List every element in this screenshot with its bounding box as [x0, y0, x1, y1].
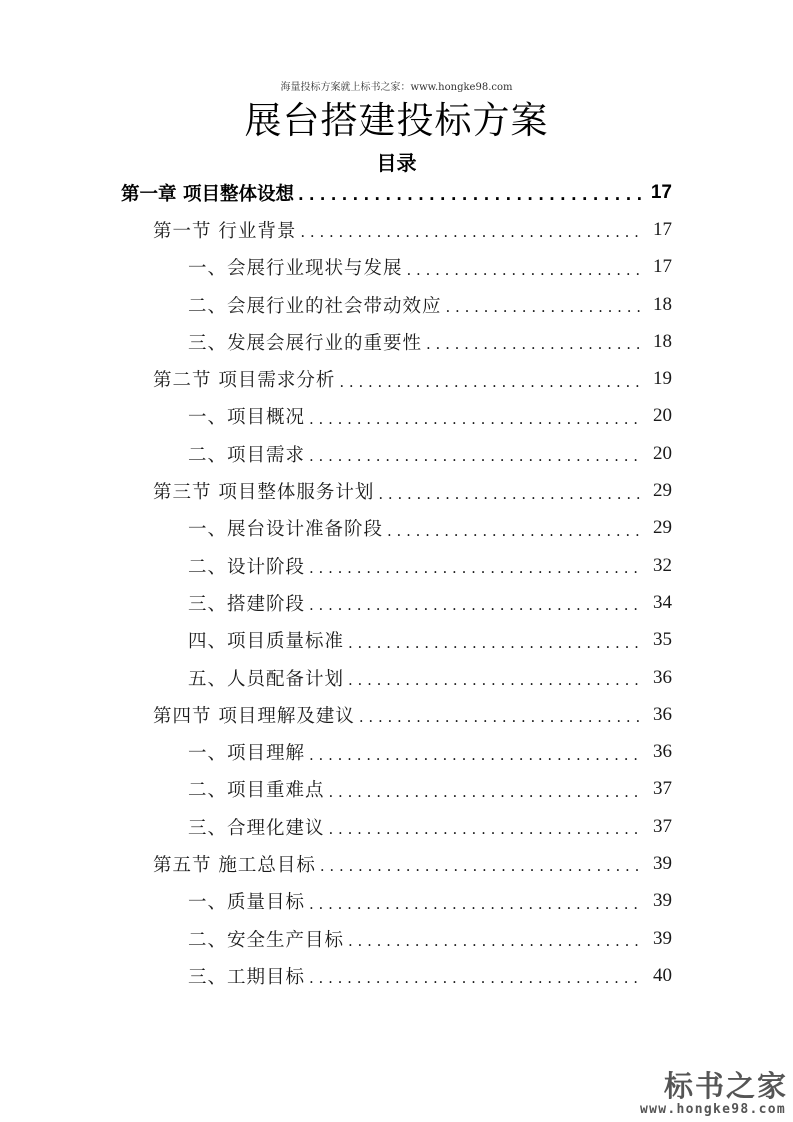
toc-entry-page-number: 19	[653, 368, 672, 390]
toc-entry[interactable]	[0, 622, 793, 659]
toc-entry[interactable]	[0, 323, 793, 360]
toc-entry-page-number: 18	[653, 330, 672, 352]
toc-entry[interactable]	[0, 696, 793, 733]
toc-entry[interactable]	[0, 883, 793, 920]
toc-entry[interactable]	[0, 845, 793, 882]
toc-dot-leader	[320, 859, 642, 874]
toc-entry-page-number: 37	[653, 778, 672, 800]
toc-entry-page-number: 17	[653, 218, 672, 240]
toc-dot-leader	[407, 263, 642, 278]
toc-entry[interactable]	[0, 584, 793, 621]
toc-entry-title: 一、项目概况	[188, 407, 306, 429]
toc-dot-leader	[339, 375, 642, 390]
brand-watermark-url: www.hongke98.com	[640, 1102, 787, 1117]
toc-entry-title: 二、项目重难点	[188, 780, 325, 802]
toc-entry[interactable]	[0, 211, 793, 248]
toc-dot-leader	[300, 225, 642, 240]
toc-dot-leader	[309, 598, 642, 613]
toc-entry-page-number: 39	[653, 927, 672, 949]
document-title: 展台搭建投标方案	[244, 99, 549, 142]
toc-entry-page-number: 29	[653, 480, 672, 502]
toc-entry-title: 第一章 项目整体设想	[121, 183, 294, 205]
table-of-contents	[0, 174, 793, 995]
toc-entry[interactable]	[0, 957, 793, 994]
toc-entry-page-number: 17	[653, 256, 672, 278]
toc-entry-title: 一、项目理解	[188, 743, 306, 765]
toc-entry-page-number: 32	[653, 554, 672, 576]
toc-heading: 目录	[376, 151, 417, 175]
toc-entry-page-number: 37	[653, 815, 672, 837]
toc-dot-leader	[378, 487, 642, 502]
toc-entry[interactable]	[0, 920, 793, 957]
toc-entry-page-number: 35	[653, 629, 672, 651]
toc-entry-page-number: 36	[653, 741, 672, 763]
toc-entry-title: 第二节 项目需求分析	[153, 370, 336, 392]
toc-dot-leader	[329, 785, 642, 800]
toc-dot-leader	[309, 971, 642, 986]
toc-entry[interactable]	[0, 659, 793, 696]
toc-entry-title: 二、会展行业的社会带动效应	[188, 295, 442, 317]
toc-entry-page-number: 18	[653, 293, 672, 315]
toc-dot-leader	[309, 748, 642, 763]
toc-entry-title: 四、项目质量标准	[188, 631, 345, 653]
toc-dot-leader	[309, 449, 642, 464]
toc-entry-page-number: 20	[653, 442, 672, 464]
toc-entry[interactable]	[0, 174, 793, 211]
toc-entry-title: 第四节 项目理解及建议	[153, 705, 355, 727]
toc-dot-leader	[298, 188, 642, 203]
toc-entry[interactable]	[0, 286, 793, 323]
toc-dot-leader	[309, 561, 642, 576]
toc-entry[interactable]	[0, 510, 793, 547]
toc-entry-page-number: 39	[653, 852, 672, 874]
toc-entry-title: 第三节 项目整体服务计划	[153, 482, 375, 504]
toc-entry-title: 三、发展会展行业的重要性	[188, 332, 423, 354]
toc-dot-leader	[348, 673, 642, 688]
toc-entry-title: 一、展台设计准备阶段	[188, 519, 384, 541]
toc-entry-title: 第五节 施工总目标	[153, 854, 316, 876]
toc-entry-page-number: 29	[653, 517, 672, 539]
toc-dot-leader	[387, 524, 642, 539]
toc-dot-leader	[359, 710, 642, 725]
toc-entry-title: 三、工期目标	[188, 966, 306, 988]
toc-entry[interactable]	[0, 435, 793, 472]
toc-entry-page-number: 20	[653, 405, 672, 427]
toc-entry-page-number: 17	[650, 181, 672, 203]
toc-dot-leader	[446, 300, 642, 315]
toc-entry[interactable]	[0, 398, 793, 435]
toc-entry-title: 五、人员配备计划	[188, 668, 345, 690]
toc-entry-page-number: 36	[653, 703, 672, 725]
toc-entry-page-number: 36	[653, 666, 672, 688]
brand-watermark	[636, 1064, 789, 1120]
toc-entry[interactable]	[0, 733, 793, 770]
toc-dot-leader	[309, 412, 642, 427]
toc-entry-title: 一、质量目标	[188, 892, 306, 914]
toc-entry-title: 三、搭建阶段	[188, 593, 306, 615]
toc-dot-leader	[348, 934, 642, 949]
toc-entry[interactable]	[0, 472, 793, 509]
header-note: 海量投标方案就上标书之家：www.hongke98.com	[280, 82, 513, 93]
toc-entry-title: 二、项目需求	[188, 444, 306, 466]
toc-entry[interactable]	[0, 249, 793, 286]
toc-entry-title: 三、合理化建议	[188, 817, 325, 839]
toc-entry[interactable]	[0, 547, 793, 584]
toc-entry-page-number: 39	[653, 890, 672, 912]
toc-entry-page-number: 34	[653, 591, 672, 613]
toc-dot-leader	[309, 897, 642, 912]
toc-entry[interactable]	[0, 771, 793, 808]
toc-entry[interactable]	[0, 808, 793, 845]
toc-dot-leader	[348, 636, 642, 651]
toc-entry[interactable]	[0, 360, 793, 397]
toc-dot-leader	[329, 822, 642, 837]
toc-dot-leader	[426, 337, 642, 352]
toc-entry-title: 二、安全生产目标	[188, 929, 345, 951]
toc-entry-page-number: 40	[653, 964, 672, 986]
toc-entry-title: 一、会展行业现状与发展	[188, 258, 403, 280]
brand-watermark-name: 标书之家	[664, 1069, 789, 1103]
toc-entry-title: 第一节 行业背景	[153, 220, 297, 242]
toc-entry-title: 二、设计阶段	[188, 556, 306, 578]
